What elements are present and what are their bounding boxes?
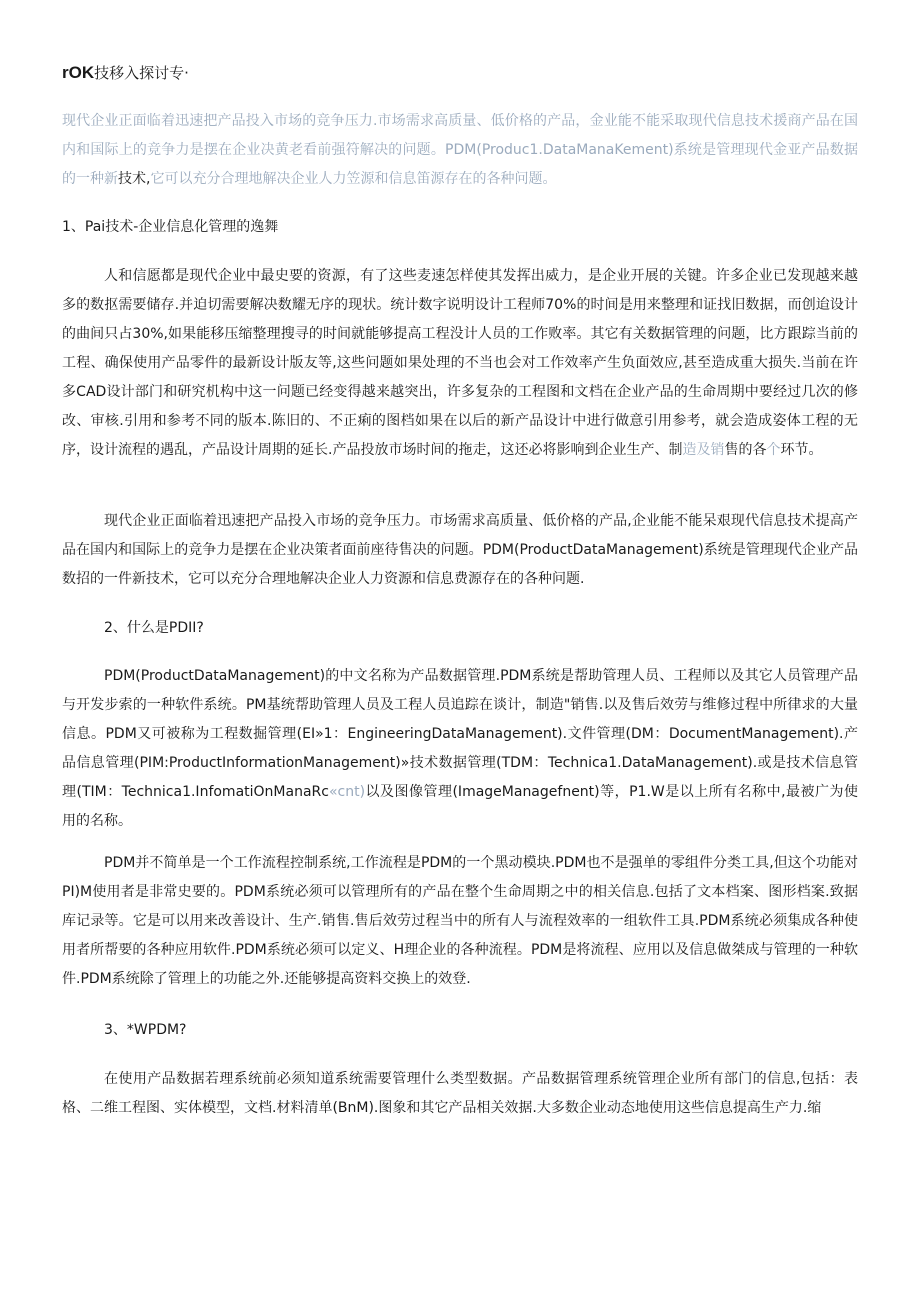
intro-faded-text: 现代企业正面临着迅速把产品投入市场的竞争压力.市场需求高质量、低价格的产品，金业能不能采取现代信息技术援商产品在国内和国际上的竞争力是摆在企业决黄老看前强符解决的问题。PDM(Produc1.DataManaKement)系统是管理现代金亚产品数据的一种新 bbox=[62, 113, 858, 187]
section-1-paragraph-1 bbox=[62, 262, 858, 465]
section-2-heading: 2、什么是PDII? bbox=[104, 620, 204, 636]
section-1-paragraph-1-dark-b: 环节。 bbox=[780, 442, 823, 458]
section-2-paragraph-1-faded: «cnt) bbox=[328, 784, 366, 800]
section-1-paragraph-1-dark-a: 售的各 bbox=[724, 442, 767, 458]
section-2-paragraph-2: PDM并不简单是一个工作流程控制系统,工作流程是PDM的一个黑动模块.PDM也不是强单的零组件分类工具,但这个功能对PI)M使用者是非常史要的。PDM系统必须可以管理所有的产品在整个生命周期之中的相关信息.包括了文本档案、图形档案.致据库记录等。它是可以用来改善设计、生产.销售.售后效劳过程当中的所有人与流程效率的一组软件工具.PDM系统必须集成各种使用者所帮要的各种应用软件.PDM系统必须可以定义、H理企业的各种流程。PDM是将流程、应用以及信息做桀成与管理的一种软件.PDM系统除了管理上的功能之外.还能够提高资料交换上的效登. bbox=[62, 855, 858, 987]
section-1-paragraph-1-faded-a: 造及销 bbox=[682, 442, 725, 458]
document-title bbox=[62, 62, 189, 84]
section-2-paragraph-1 bbox=[62, 662, 858, 836]
intro-faded-tail: 它可以充分合理地解决企业人力笠源和信息笛源存在的各种问题。 bbox=[150, 171, 557, 187]
document-title-latin: rOK bbox=[62, 63, 95, 82]
section-1-heading: 1、Pai技术-企业信息化管理的逸舞 bbox=[62, 219, 279, 235]
section-3-heading: 3、*WPDM? bbox=[104, 1022, 187, 1038]
section-2-paragraph-1-tail: 以及图像管理(ImageManagefnent)等，P1.W是以上所有名称中,最被广为使用的名称。 bbox=[62, 784, 859, 829]
intro-dark-text: 技术, bbox=[118, 171, 151, 187]
section-1-paragraph-2: 现代企业正面临着迅速把产品投入市场的竞争压力。市场需求高质量、低价格的产品,企业能不能呆艰现代信息技术提高产品在国内和国际上的竞争力是摆在企业决策者面前座待售决的问题。PDM(ProductDataManagement)系统是管理现代企业产品数招的一件新技术，它可以充分合理地解决企业人力资源和信息费源存在的各种问题. bbox=[62, 513, 858, 587]
section-1-paragraph-1-text: 人和信愿都是现代企业中最史要的资源，有了这些麦速怎样使其发挥出威力，是企业开展的关键。许多企业已发现越来越多的数抠需要储存.并迫切需要解决数耀无序的现状。统计数字说明设计工程师70%的时间是用来整理和证找旧数据，而创迨设计的曲间只占30%,如果能移压缩整理搜寻的时间就能够提高工程没计人员的工作败率。其它有关数据管理的问题，比方跟踪当前的工程、确保使用产品零件的最新设计版友等,这些问题如果处理的不当也会对工作效率产生负面效应,甚至造成重大损失.当前在许多CAD设计部门和研究机构中这一问题已经变得越来越突出，许多复杂的工程图和文档在企业产品的生命周期中要经过几次的修改、审核.引用和参考不同的版本.陈旧的、不正痢的图档如果在以后的新产品设计中进行做意引用参考，就会造成姿体工程的无序，设计流程的遇乱，产品设计周期的延长.产品投放市场时间的拖走，这还必将影响到企业生产、制 bbox=[62, 268, 858, 458]
section-1-paragraph-1-faded-b: 个 bbox=[766, 442, 781, 458]
document-title-cjk: 技移入探讨专· bbox=[94, 64, 189, 82]
section-3-paragraph-1: 在使用产品数据若理系统前必须知道系统需要管理什么类型数据。产品数据管理系统管理企业所有部门的信息,包括：表格、二维工程图、实体模型，文档.材料清单(BnM).图象和其它产品相关效据.大多数企业动态地使用这些信息提高生产力.缩 bbox=[62, 1071, 858, 1116]
intro-paragraph bbox=[62, 107, 858, 194]
section-2-paragraph-1-text: PDM(ProductDataManagement)的中文名称为产品数据管理.PDM系统是帮助管理人员、工程师以及其它人员管理产品与开发步索的一种软件系统。PM基统帮助管理人员及工程人员追踪在谈计，制造"销售.以及售后效劳与维修过程中所律求的大量信息。PDM又可被称为工程数掘管理(EI»1：EngineeringDataManagement).文件管理(DM：DocumentManagement).产品信息管理(PIM:ProductInformationManagement)»技术数据管理(TDM：Technica1.DataManagement).或是技术信息管理(TIM：Technica1.InfomatiOnManaRc bbox=[62, 668, 858, 800]
